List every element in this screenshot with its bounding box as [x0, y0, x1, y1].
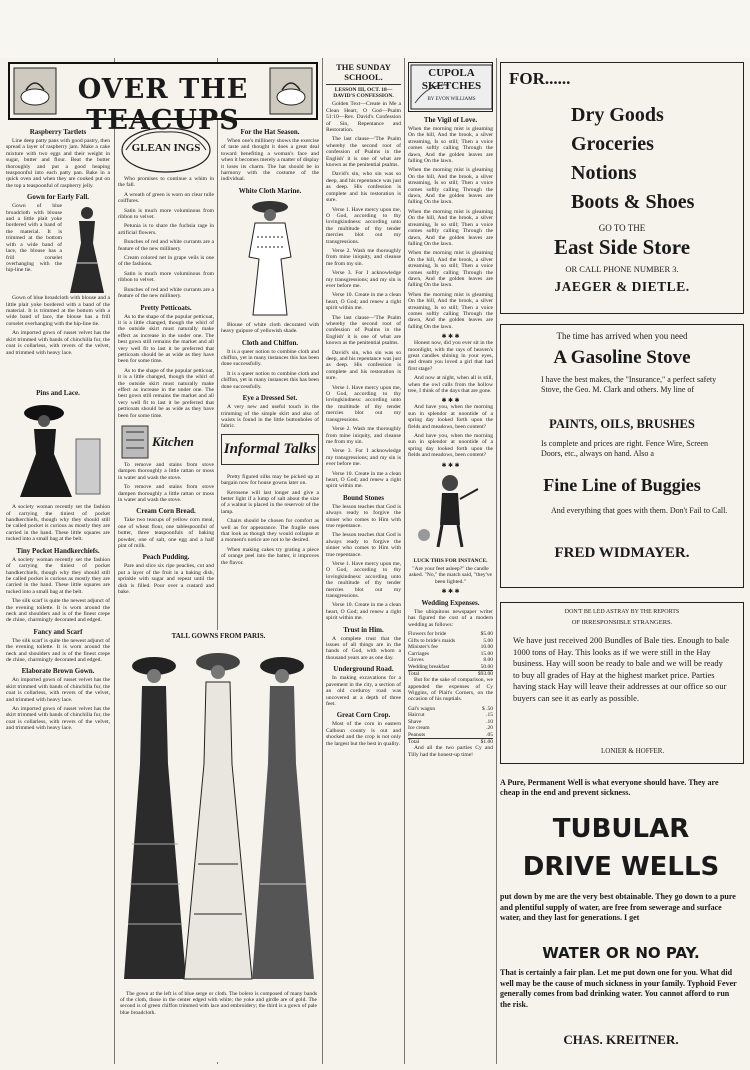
cupola-text-2: And now at night, when all is still, when the owl calls from the hollow tree, I think of the days that are gone. [408, 375, 493, 395]
gas-paints: PAINTS, OILS, BRUSHES [549, 417, 695, 431]
bound-title: Bound Stones [342, 493, 385, 502]
eye-text: A very new and useful touch in the trimming of the simple skirt and also of waists is found in the little buttonholes of fabric. [221, 404, 319, 430]
well-head-1: TUBULAR [552, 814, 690, 844]
gleanings-text-1: Who promises to continue a whim in the fall. [118, 176, 214, 189]
cost-item: Shave [408, 718, 422, 725]
trust-title: Trust in Him. [343, 625, 384, 634]
gas-text-3: And everything that goes with them. Don't Fail to Call. [551, 506, 728, 515]
cupola-text-3b: And have you, when the morning sun in splendor at noontide of a spring day looked forth upon the fields and meadows, been content? [408, 433, 493, 459]
column-rule [114, 58, 115, 1064]
cost-value: $ .50 [482, 705, 493, 712]
wedding-text: The ubiquitous newspaper writer has figured the cost of a modern wedding as follows: [408, 608, 493, 628]
sunday-text-4b: Verse 2. Wash me thoroughly from mine iniquity, and cleanse me from my sin. [326, 426, 401, 445]
teacups-title: OVER THE TEACUPS [77, 74, 249, 136]
hat-title: For the Hat Season. [240, 128, 300, 136]
wedding-total: $93.00 [477, 671, 493, 678]
cost-value: 50.00 [480, 663, 493, 670]
cost-item: Wedding breakfast [408, 663, 450, 670]
kitchen-title: Kitchen [152, 434, 194, 449]
column-5 [408, 62, 493, 1064]
gas-headline: A Gasoline Stove [553, 347, 691, 368]
cost-value: 10.00 [480, 644, 493, 651]
bale-name: LONIER & HOFFER. [601, 747, 665, 755]
chiffon-text: It is a queer notion to combine cloth and chiffon, yet in many instances this has been done successfully. [221, 348, 319, 368]
dry-goods-item: Groceries [571, 133, 654, 155]
kitchen-text-1b: To remove and stains from stove dampen thoroughly a little rattan or moss in water and wash the stove. [118, 484, 214, 504]
cost-item: Flowers for bride [408, 631, 447, 638]
cy-total: $1.00 [480, 739, 493, 746]
bale-head-2: OF IRRESPONSIBLE STRANGERS. [571, 619, 673, 626]
gas-buggies: Fine Line of Buggies [543, 475, 701, 495]
cost-value: .20 [486, 725, 493, 732]
white-title: White Cloth Marine. [238, 186, 302, 195]
sunday-title: THE SUNDAY SCHOOL. [326, 62, 401, 85]
tall-gowns-title: TALL GOWNS FROM PARIS. [171, 632, 266, 640]
fancy-text: The silk scarf is quite the newest adjunct of the evening toilette. It is worn around the neck and shoulders and is of the finest crepe de chine, charmingly decorated and edged. [6, 637, 110, 663]
informal-text-3: Chairs should be chosen for comfort as well as for appearance. The fragile ones that look as though they would collapse at a moment's notice are not to be desired. [221, 518, 319, 544]
sunday-text-3c: Verse 1. Have mercy upon me, O God, according to thy lovingkindness: according unto the multitude of thy tender mercies blot out my transgressions. [326, 561, 401, 600]
dry-store: East Side Store [553, 235, 691, 259]
cupola-text-1: Honest now, did you ever sit in the moonlight, with the rays of heaven's great candles shining in your eyes, and dream you loved a girl that had first stage? [408, 340, 493, 372]
tall-gowns-illustration [118, 644, 319, 984]
gleanings-text-5b: Bunches of red and white currants are a feature of the new millinery. [118, 286, 214, 300]
chiffon-text-b: It is a queer notion to combine cloth and chiffon, yet in many instances this has been done successfully. [221, 370, 319, 390]
informal-text-4: When making cakes try grating a piece of orange peel into the batter, it improves the flavor. [221, 546, 319, 566]
raspberry-title: Raspberry Tartlets [29, 128, 87, 136]
cost-value: .10 [486, 718, 493, 725]
column-3 [221, 124, 319, 625]
sunday-text-3: Verse 1. Have mercy upon me, O God, according to thy lovingkindness: according unto the multitude of thy tender mercies blot out my transgressions. [326, 206, 401, 245]
cost-value: $5.00 [480, 631, 493, 638]
sunday-text-6c: Verse 10. Create in me a clean heart, O God; and renew a right spirit within me. [326, 602, 401, 622]
sunday-golden: Golden Text—Create in Me a Clean Heart, O God—Psalm 51:10—Rev. David's Confession of Sin, Repentance and Restoration. [326, 101, 401, 134]
sunday-text-9: In making excavations for a pavement in the city, a section of an old corduroy road was uncovered at a depth of three feet. [326, 675, 401, 707]
column-1 [6, 124, 110, 1064]
stars-4: ✱ ✱ ✱ [441, 588, 460, 595]
tiny-text-1: A society woman recently set the fashion of carrying the tiniest of pocket handkerchiefs, though why they should still be called pocket is curious as mostly they are carried in the hand. These little squares are tucked into a small bag at the belt. [6, 504, 110, 543]
brown-text-2: An imported gown of russet velvet has the skirt trimmed with bands of chinchilla fur, the coat is collarless, with revers of the velvet, and trimmed with heavy lace. [6, 706, 110, 732]
cost-value: .15 [486, 712, 493, 719]
great-title: Great Corn Crop. [336, 711, 391, 720]
poem-title: The Vigil of Love. [423, 116, 478, 124]
cost-value: 5.00 [483, 637, 493, 644]
tiny-text: A society woman recently set the fashion of carrying the tiniest of pocket handkerchiefs, though why they should still be called pocket is curious as mostly they are carried in the hand. These little squares are tucked into a small bag at the belt. [6, 556, 110, 595]
gas-name: FRED WIDMAYER. [554, 545, 690, 561]
stars-2: ✱ ✱ ✱ [441, 398, 460, 405]
informal-title: Informal Talks [221, 434, 319, 465]
gas-text-2: Is complete and prices are right. Fence Wire, Screen Doors, etc., always on hand. Also a [541, 439, 709, 458]
cupola-text-4: But for the sake of comparison, we appended the expenses of Cy Wiggins, of Plait's Corners, on the occasion of his nuptials. [408, 677, 493, 703]
informal-heading [221, 434, 319, 474]
cost-item: Gloves [408, 657, 424, 664]
gleanings-text-6: Cream colored net in grape veils is one of the fashions. [118, 255, 214, 268]
lady-illustration [6, 399, 110, 499]
sunday-text-2: David's sin, who sin was so deep, and his repentance was just as deep. His confession is complete and his restoration is sure. [326, 171, 401, 204]
gown-illustration [64, 203, 110, 295]
brown-title: Elaborate Brown Gown. [21, 667, 95, 676]
gown-text: Gown of blue broadcloth with blouse and a little plait yoke bordered with a band of the material. It is trimmed at the bottom with a wide band of lace, the blouse has a frill corselet overhanging with the hip-line tie. [6, 203, 62, 274]
cost-value: .05 [486, 731, 493, 738]
dry-phone: OR CALL PHONE NUMBER 3. [565, 264, 679, 274]
sunday-text-1b: The last clause—'The Psalm whereby the second root of confession of Psalms in the English' it is one of what are known as the penitential psalms. [326, 314, 401, 347]
fancy-title: Fancy and Scarf [33, 627, 83, 636]
sunday-text-7b: The lesson teaches that God is always ready to forgive the sinner who comes to Him with true repentance. [326, 532, 401, 558]
tiny-text-2: The silk scarf is quite the newest adjunct of the evening toilette. It is worn around the neck and shoulders and is of the finest crepe de chine, charmingly decorated and edged. [6, 598, 110, 624]
luck-title: LUCK THIS FOR INSTANCE. [413, 557, 488, 564]
bale-ties-ad [500, 602, 744, 764]
gleanings-text-2: A wreath of green is worn on clear tulle coiffures. [118, 191, 214, 205]
under-title: Underground Road. [333, 665, 394, 674]
cupola-byline: BY EVON WILLIAMS [427, 97, 476, 102]
gas-text: I have the best makes, the "Insurance," a perfect safety Stove, the Geo. M. Clark and others. My line of [541, 375, 717, 394]
kitchen-heading [118, 422, 214, 462]
cupola-heading [408, 62, 493, 112]
dry-name: JAEGER & DIETLE. [554, 279, 690, 294]
luck-illustration [408, 469, 493, 549]
informal-text-1: Pretty figured silks may be picked up at bargain now for house gowns later on. [221, 473, 319, 487]
poem-text-5: When the morning mist is gleaming On the hill, And the brook, a silver streaming, Is so still; Then a voice comes softly calling Through the dawn, And the golden leaves are falling On the lawn. [408, 291, 493, 330]
hat-text: When one's millinery shows the exercise of taste and thought it does a great deal toward benefiting a woman's face and when it becomes merely a matter of display it loses its charm. The hat should be in harmony with the costume of the individual. [221, 138, 319, 183]
well-text-2: put down by me are the very best obtainable. They go down to a pure and plentiful supply of water, are free from sewerage and surface water, and they last for generations. I get [500, 892, 736, 922]
column-rule [322, 58, 323, 1064]
stars-1: ✱ ✱ ✱ [441, 334, 460, 341]
cost-item: Ice cream [408, 725, 430, 732]
column-rule [496, 58, 497, 1064]
stars-3: ✱ ✱ ✱ [441, 462, 460, 469]
sunday-text-3b: Verse 1. Have mercy upon me, O God, according to thy lovingkindness: according unto the multitude of thy tender mercies blot out my transgressions. [326, 384, 401, 423]
luck-caption: "Are your feet asleep?" the candle asked. "No," the match said, "they've been lighted." [408, 565, 493, 585]
tubular-wells-ad [500, 774, 742, 1062]
tall-gowns-caption: The gown at the left is of blue serge or cloth. The bolero is composed of many bands of the cloth, those in the center edged with white; the yoke and girdle are of gold. The second is of green chiffon trimmed with lace and embroidery; the third is a gown of pale blue broadcloth. [120, 991, 317, 1016]
poem-text: When the morning mist is gleaming On the hill, And the brook, a silver streaming, Is so still; Then a voice comes softly calling Through the dawn, And the golden leaves are falling On the lawn. [408, 126, 493, 165]
dry-for: FOR...... [509, 69, 571, 88]
gleanings-text-3b: Satin is much more voluminous from ribbon to velvet. [118, 270, 214, 284]
dry-goods-item: Notions [571, 162, 637, 184]
raspberry-text: Line deep patty pans with good pastry, then spread a layer of raspberry jam. Make a cake mixture with two eggs and their weight in sugar, butter and flour. Beat the butter thoroughly and put a good heaping teaspoonful into each patty pan. Bake in a quick oven and when they are cooked put on the top a teaspoonful of raspberry jelly. [6, 138, 110, 189]
poem-text-4: When the morning mist is gleaming On the hill, And the brook, a silver streaming, Is so still; Then a voice comes softly calling Through the dawn, And the golden leaves are falling On the lawn. [408, 250, 493, 289]
informal-text-2: Kerosene will last longer and give a better light if a lump of salt about the size of a walnut is placed in the reservoir of the lamp. [221, 489, 319, 515]
sunday-lesson: LESSON III, OCT. 18—DAVID'S CONFESSION. [333, 87, 394, 100]
wedding-total-label: Total [408, 671, 420, 678]
well-head-3: WATER OR NO PAY. [542, 944, 700, 962]
sunday-text-6: Verse 10. Create in me a clean heart, O God; and renew a right spirit within me. [326, 292, 401, 312]
sunday-text-5: Verse 3. For I acknowledge my transgressions; and my sin is ever before me. [326, 270, 401, 289]
sunday-text-5b: Verse 3. For I acknowledge my transgressions; and my sin is ever before me. [326, 448, 401, 468]
cy-total-row [408, 738, 493, 745]
cost-item: Peanuts [408, 731, 426, 738]
gleanings-title: GLEAN INGS [131, 142, 201, 154]
top-margin [0, 0, 750, 58]
dry-goods-item: Dry Goods [571, 104, 664, 126]
gown-title: Gown for Early Fall. [26, 193, 90, 202]
cream-title: Cream Corn Bread. [136, 507, 196, 516]
cost-item: Haircut [408, 712, 425, 719]
gown-text-cont: Gown of blue broadcloth with blouse and a little plait yoke bordered with a band of the material. It is trimmed at the bottom with a wide band of lace, the blouse has a frill corselet overhanging with the hip-line tie. [6, 295, 110, 327]
sunday-text-4: Verse 2. Wash me thoroughly from mine iniquity, and cleanse me from my sin. [326, 247, 401, 267]
poem-text-3: When the morning mist is gleaming On the hill, And the brook, a silver streaming, Is so still; Then a voice comes softly calling Through the dawn, And the golden leaves are falling On the lawn. [408, 208, 493, 247]
white-text: Blouse of white cloth decorated with heavy guipure of yellowish shade. [221, 321, 319, 335]
cupola-text-3: And have you, when the morning sun in splendor at noontide of a spring day looked forth upon the fields and meadows, been content? [408, 404, 493, 430]
sunday-text-1: The last clause—'The Psalm whereby the second root of confession of Psalms in the English' it is one of what are known as the penitential psalms. [326, 136, 401, 169]
gown-text-cont2: An imported gown of russet velvet has the skirt trimmed with bands of chinchilla fur, the coat is collarless, with revers of the velvet, and trimmed with heavy lace. [6, 330, 110, 356]
cupola-title: CUPOLA SKETCHES [421, 67, 482, 92]
sunday-text-6b: Verse 10. Create in me a clean heart, O God; and renew a right spirit within me. [326, 470, 401, 490]
bale-text: We have just received 200 Bundles of Bale ties. Enough to bale 1000 tons of Hay. This looks as if we were still in the Hay business. Hay will soon be ready to bale and we will be ready to buy all grades of Hay at the highest market price. Parties having stack Hay will leave their addresses at our office so our buyers can see it as early as possible. [513, 635, 730, 703]
gas-top: The time has arrived when you need [556, 331, 688, 341]
cost-item: Carriages [408, 650, 430, 657]
eye-title: Eye a Dressed Set. [242, 394, 298, 403]
wedding-cost-table [408, 631, 493, 670]
tiny-title: Tiny Pocket Handkerchiefs. [16, 546, 100, 555]
cost-item: Minister's fee [408, 644, 438, 651]
sunday-text-8: A complete trust that the issues of all things are in the hands of God, with whom a thousand years are as one day. [326, 635, 401, 661]
peach-title: Peach Pudding. [142, 553, 190, 562]
tall-gowns-section [118, 630, 319, 1062]
dry-goods-ad [500, 62, 744, 314]
cy-cost-table [408, 706, 493, 739]
column-rule [404, 58, 405, 1064]
well-text-3: That is certainly a fair plan. Let me put down one for you. What did well may be the cause of much sickness in your family. Typhoid Fever generally comes from bad drinking water. You cannot afford to run the risk. [500, 968, 737, 1009]
well-head-2: DRIVE WELLS [522, 852, 720, 882]
cupola-text-5: And all the two parties Cy and Tilly had the honest-up time! [408, 745, 493, 758]
cy-total-label: Total [408, 739, 420, 746]
sunday-text-7: The lesson teaches that God is always ready to forgive the sinner who comes to Him with true repentance. [326, 503, 401, 529]
sunday-text-10: Most of the corn in eastern Calhoun county is out and shocked and the crop is not only the largest but the best in quality. [326, 721, 401, 747]
gasoline-stove-ad [500, 324, 744, 588]
cost-item: Gifts to bride's maids [408, 637, 455, 644]
dry-go: GO TO THE [598, 223, 646, 233]
poem-text-2: When the morning mist is gleaming On the hill, And the brook, a silver streaming, Is so still; Then a voice comes softly calling Through the dawn, And the golden leaves are falling On the lawn. [408, 167, 493, 206]
gleanings-text-3: Satin is much more voluminous from ribbon to velvet. [118, 207, 214, 221]
petty-text-2: As to the shape of the popular petticoat, it is a little changed, though the whirl of the outside skirt must naturally make effect as increase in the under one. The best gown still remains the market and all very well fit to last it be preferred that petticoats should be as wide as they have been for some time. [118, 367, 214, 419]
ads-column [500, 62, 744, 1064]
cost-item: Gal's wagon [408, 705, 436, 712]
petty-text: As to the shape of the popular petticoat, it is a little changed, though the whirl of the outside skirt must naturally make effect as increase in the under one. The best gown still remains the market and all very well fit to last it be preferred that petticoats should be as wide as they have been for some time. [118, 313, 214, 365]
cost-value: 8.00 [483, 657, 493, 664]
wedding-title: Wedding Expenses. [421, 598, 480, 607]
peach-text: Pare and slice six ripe peaches, cut and put a layer of the fruit in a baking dish, sprinkle with sugar and repeat until the dish is filled. Pour over a custard and bake. [118, 563, 214, 596]
column-4 [326, 62, 401, 1064]
chiffon-title: Cloth and Chiffon. [241, 338, 299, 347]
white-cloth-illustration [221, 197, 319, 317]
petty-title: Pretty Petticoats. [140, 303, 192, 312]
bale-head-1: DON'T BE LED ASTRAY BY THE REPORTS [564, 609, 680, 615]
dry-goods-list [571, 101, 741, 217]
well-name: CHAS. KREITNER. [563, 1032, 679, 1047]
gleanings-heading [118, 124, 214, 176]
gleanings-text-4: Petunia is to share the fuchsia rage in artificial flowers. [118, 223, 214, 236]
well-text: A Pure, Permanent Well is what everyone should have. They are cheap in the end and prevent sickness. [500, 778, 719, 797]
cream-text: Take two teacups of yellow corn meal, one of wheat flour, one tablespoonful of butter, three teaspoonfuls of baking powder, one of salt, one egg and a half pint of milk. [118, 517, 214, 550]
cost-value: 15.00 [480, 650, 493, 657]
kitchen-text-1: To remove and stains from stove dampen thoroughly a little rattan or moss in water and wash the stove. [118, 462, 214, 481]
pins-title: Pins and Lace. [36, 389, 80, 398]
sunday-text-2b: David's sin, who sin was so deep, and his repentance was just as deep. His confession is complete and his restoration is sure. [326, 349, 401, 382]
gleanings-text-5: Bunches of red and white currants are a feature of the new millinery. [118, 239, 214, 252]
brown-text: An imported gown of russet velvet has the skirt trimmed with bands of chinchilla fur, the coat is collarless, with revers of the velvet, and trimmed with heavy lace. [6, 677, 110, 703]
dry-goods-item: Boots & Shoes [571, 191, 695, 213]
